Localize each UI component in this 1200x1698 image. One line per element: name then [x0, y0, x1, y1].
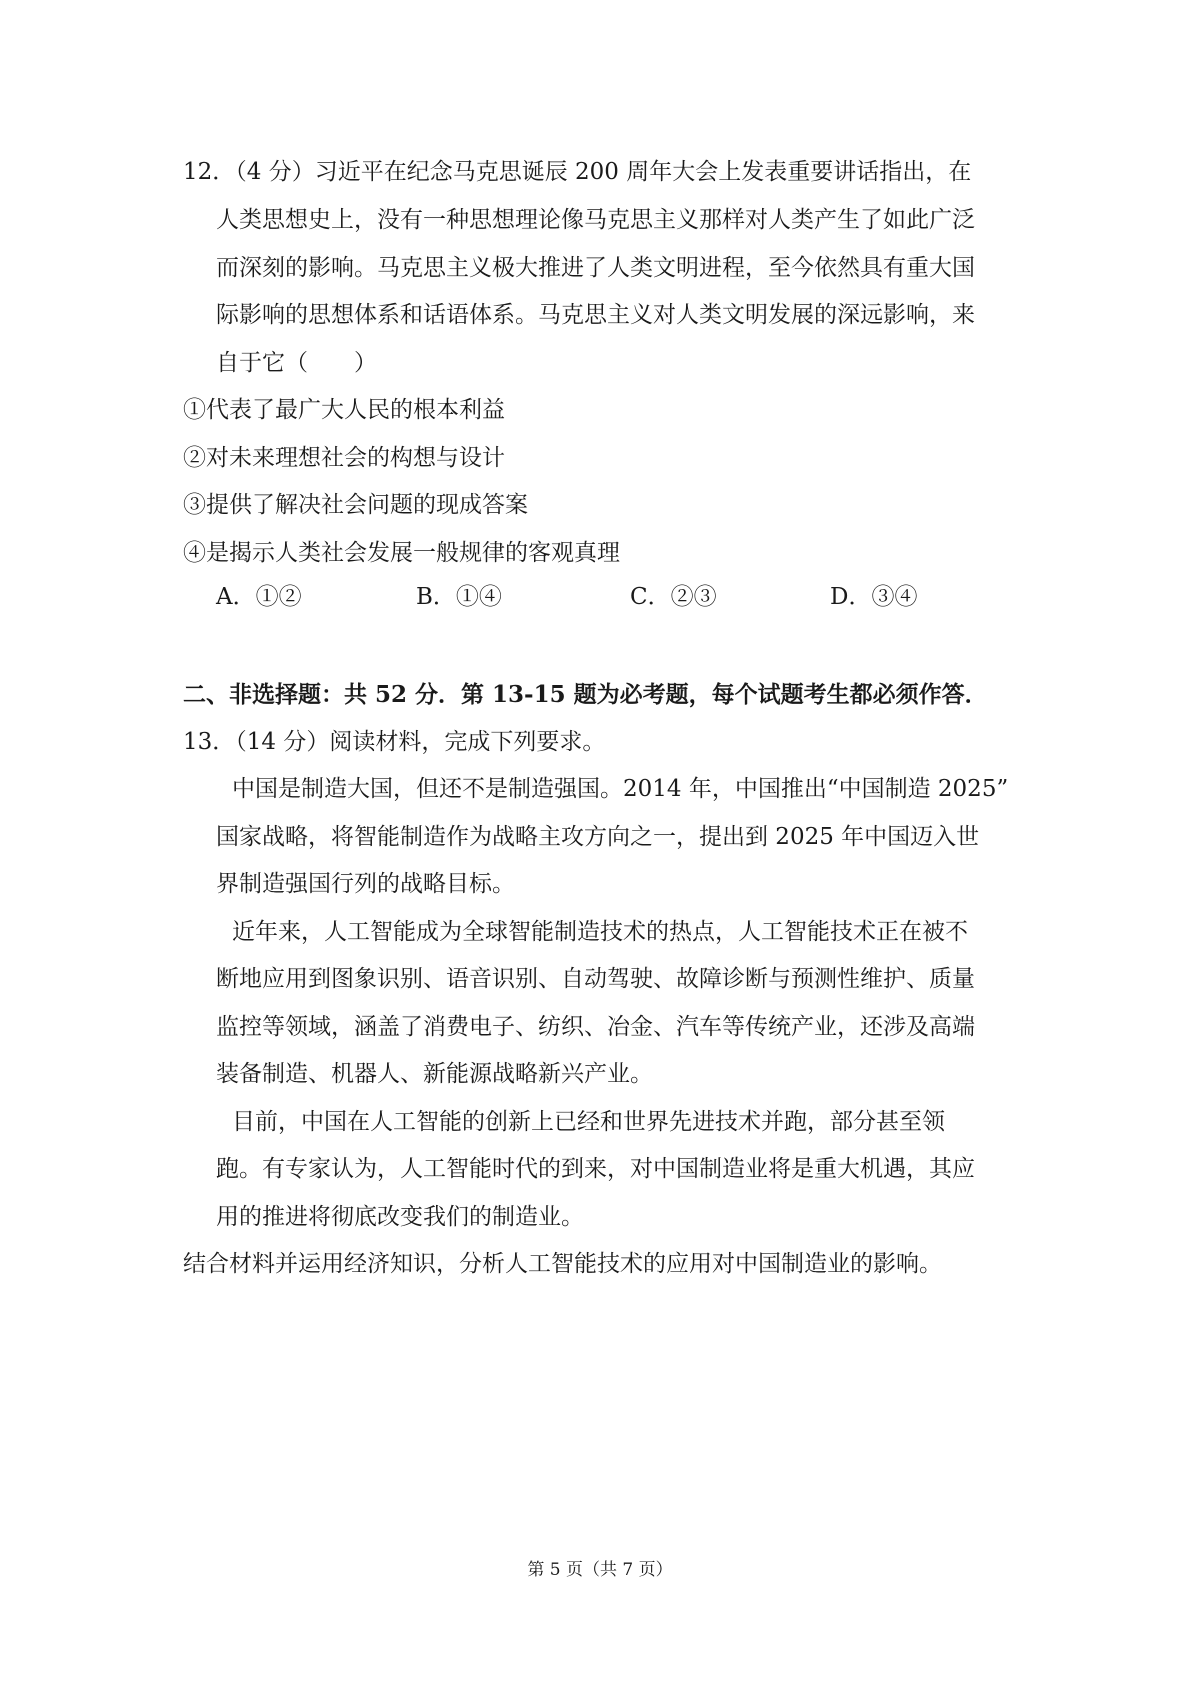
q13-para2-line-2: 断地应用到图象识别、语音识别、自动驾驶、故障诊断与预测性维护、质量 — [216, 966, 975, 992]
q12-stem-line-4: 际影响的思想体系和话语体系。马克思主义对人类文明发展的深远影响，来 — [216, 302, 975, 328]
q13-para1-line-3: 界制造强国行列的战略目标。 — [216, 871, 515, 897]
q12-stem-line-3: 而深刻的影响。马克思主义极大推进了人类文明进程，至今依然具有重大国 — [216, 255, 975, 281]
q13-intro: 13．（14 分）阅读材料，完成下列要求。 — [183, 729, 606, 755]
q12-option-d: D．③④ — [830, 584, 918, 610]
q13-para3-line-1: 目前，中国在人工智能的创新上已经和世界先进技术并跑，部分甚至领 — [232, 1109, 945, 1135]
q12-stem-line-2: 人类思想史上，没有一种思想理论像马克思主义那样对人类产生了如此广泛 — [216, 207, 975, 233]
q12-option-a: A．①② — [216, 584, 302, 610]
q13-para3-line-2: 跑。有专家认为，人工智能时代的到来，对中国制造业将是重大机遇，其应 — [216, 1156, 975, 1182]
q12-option-c: C．②③ — [630, 584, 717, 610]
q13-para2-line-1: 近年来，人工智能成为全球智能制造技术的热点，人工智能技术正在被不 — [232, 919, 968, 945]
page-footer: 第 5 页（共 7 页） — [527, 1560, 673, 1580]
q12-statement-4: ④是揭示人类社会发展一般规律的客观真理 — [183, 540, 620, 566]
q13-para3-line-3: 用的推进将彻底改变我们的制造业。 — [216, 1204, 584, 1230]
q12-options — [216, 582, 1016, 612]
q12-statement-3: ③提供了解决社会问题的现成答案 — [183, 492, 528, 518]
q12-option-b: B．①④ — [416, 584, 502, 610]
q13-para2-line-4: 装备制造、机器人、新能源战略新兴产业。 — [216, 1061, 653, 1087]
q13-question: 结合材料并运用经济知识，分析人工智能技术的应用对中国制造业的影响。 — [183, 1251, 942, 1277]
section-2-heading: 二、非选择题：共 52 分．第 13-15 题为必考题，每个试题考生都必须作答． — [183, 681, 988, 708]
q12-stem-line-5: 自于它（ ） — [216, 350, 377, 376]
q13-para2-line-3: 监控等领域，涵盖了消费电子、纺织、冶金、汽车等传统产业，还涉及高端 — [216, 1014, 975, 1040]
q12-statement-1: ①代表了最广大人民的根本利益 — [183, 397, 505, 423]
q12-statement-2: ②对未来理想社会的构想与设计 — [183, 445, 505, 471]
q13-para1-line-2: 国家战略，将智能制造作为战略主攻方向之一，提出到 2025 年中国迈入世 — [216, 824, 980, 850]
q13-para1-line-1: 中国是制造大国，但还不是制造强国。2014 年，中国推出“中国制造 2025” — [232, 776, 1009, 802]
q12-stem-line-1: 12．（4 分）习近平在纪念马克思诞辰 200 周年大会上发表重要讲话指出，在 — [183, 159, 972, 185]
